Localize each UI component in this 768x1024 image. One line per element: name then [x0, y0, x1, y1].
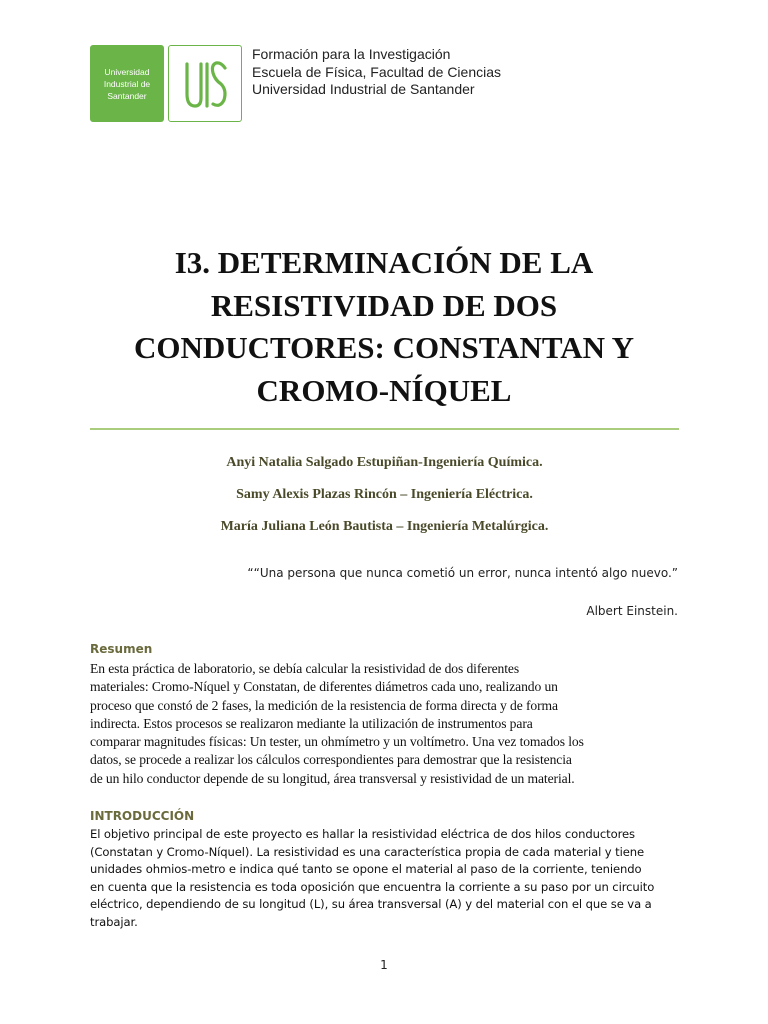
author: Anyi Natalia Salgado Estupiñan-Ingeniería Química. — [226, 455, 543, 470]
abstract-line: datos, se procede a realizar los cálculos correspondientes para demostrar que la resistencia — [90, 752, 572, 768]
university-logo-text-block — [90, 45, 164, 122]
abstract-line: En esta práctica de laboratorio, se debía calcular la resistividad de dos diferentes — [90, 661, 520, 676]
abstract-line: proceso que constó de 2 fases, la medición de la resistencia de forma directa y de forma — [90, 697, 558, 713]
abstract-line: comparar magnitudes físicas: Un tester, un ohmímetro y un voltímetro. Una vez tomados los — [90, 734, 584, 750]
abstract-line: indirecta. Estos procesos se realizaron mediante la utilización de instrumentos para — [90, 715, 533, 731]
header-line: Formación para la Investigación — [252, 46, 451, 62]
title-divider — [90, 428, 679, 430]
introduction-body — [90, 826, 682, 932]
introduction-line: trabajar. — [90, 914, 138, 929]
document-title — [110, 242, 658, 412]
title-line: CONDUCTORES: CONSTANTAN Y — [133, 330, 635, 365]
epigraph-quote: ““Una persona que nunca cometió un error, nunca intentó algo nuevo.” — [247, 566, 678, 580]
uis-logo — [168, 45, 242, 122]
introduction-line: en cuenta que la resistencia es toda oposición que encuentra la corriente a su paso por un circuito — [90, 879, 655, 894]
author-list — [90, 452, 679, 548]
title-line: I3. DETERMINACIÓN DE LA — [174, 245, 594, 280]
header-line: Universidad Industrial de Santander — [252, 81, 475, 97]
title-line: CROMO-NÍQUEL — [256, 372, 512, 408]
uis-logo-mark — [181, 54, 229, 114]
abstract-heading: Resumen — [90, 642, 153, 656]
header-line: Escuela de Física, Facultad de Ciencias — [252, 63, 502, 80]
abstract-line: materiales: Cromo-Níquel y Constatan, de diferentes diámetros cada uno, realizando un — [90, 679, 558, 695]
abstract-line: de un hilo conductor depende de su longitud, área transversal y resistividad de un material. — [90, 770, 575, 786]
introduction-line: unidades ohmios-metro e indica qué tanto se opone el material al paso de la corriente, teniendo — [90, 862, 642, 877]
introduction-line: eléctrico, dependiendo de su longitud (L), su área transversal (A) y del material con el que se va a — [90, 897, 652, 912]
page-number: 1 — [380, 958, 388, 972]
introduction-heading: INTRODUCCIÓN — [90, 809, 195, 823]
logo-text: Universidad Industrial de Santander — [103, 66, 151, 101]
introduction-line: El objetivo principal de este proyecto es hallar la resistividad eléctrica de dos hilos conductores — [90, 827, 635, 841]
abstract-body — [90, 660, 682, 788]
title-line: RESISTIVIDAD DE DOS — [210, 287, 558, 323]
author: Samy Alexis Plazas Rincón – Ingeniería Eléctrica. — [236, 487, 533, 502]
introduction-line: (Constatan y Cromo-Níquel). La resistividad es una característica propia de cada material y tiene — [90, 844, 645, 859]
epigraph-author: Albert Einstein. — [586, 604, 678, 618]
institution-header — [252, 46, 501, 99]
author: María Juliana León Bautista – Ingeniería Metalúrgica. — [220, 519, 549, 534]
